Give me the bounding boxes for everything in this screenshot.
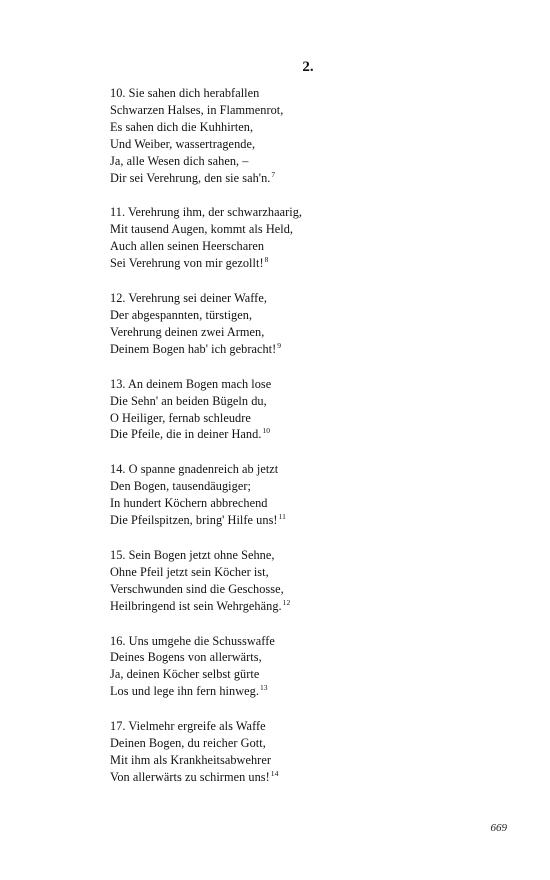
verse-line [110,564,530,581]
verse-line [110,598,530,615]
verse-line [110,581,530,598]
verse-line-text: 11. Verehrung ihm, der schwarzhaarig, [110,205,303,220]
verse-line [110,204,530,221]
verse-line [110,769,530,786]
verse-line [110,153,530,170]
verse-line-text: Und Weiber, wassertragende, [110,136,256,151]
footnote-marker: 13 [259,683,268,693]
verse-line-text: Deinem Bogen hab' ich gebracht! [110,341,277,356]
footnote-marker: 11 [278,512,286,522]
verse-line-text: 14. O spanne gnadenreich ab jetzt [110,462,279,477]
verse-line-text: Dir sei Verehrung, den sie sah'n. [110,170,271,185]
verse-line-text: Von allerwärts zu schirmen uns! [110,769,270,784]
footnote-marker: 9 [277,340,282,350]
verse-line-text: Mit tausend Augen, kommt als Held, [110,222,294,237]
verse-line [110,221,530,238]
verse-line-text: Heilbringend ist sein Wehrgehäng. [110,598,282,613]
verse-line [110,649,530,666]
verse-line-text: Deinen Bogen, du reicher Gott, [110,736,266,751]
verse-line-text: Verschwunden sind die Geschosse, [110,581,284,596]
verse-line-text: Die Sehn' an beiden Bügeln du, [110,393,267,408]
verse-line [110,102,530,119]
stanza-list [110,85,530,804]
verse-line [110,119,530,136]
verse-line-text: Auch allen seinen Heerscharen [110,239,265,254]
verse-line-text: Es sahen dich die Kuhhirten, [110,119,254,134]
verse-line [110,461,530,478]
verse-line [110,666,530,683]
verse-line-text: Die Pfeilspitzen, bring' Hilfe uns! [110,513,278,528]
verse-line [110,718,530,735]
verse-line [110,683,530,700]
verse-line-text: 12. Verehrung sei deiner Waffe, [110,291,267,306]
verse-line [110,393,530,410]
verse-line [110,512,530,529]
verse-line-text: Deines Bogens von allerwärts, [110,650,262,665]
footnote-marker: 12 [282,597,291,607]
stanza [110,718,530,786]
verse-line-text: 13. An deinem Bogen mach lose [110,376,272,391]
verse-line-text: Die Pfeile, die in deiner Hand. [110,427,262,442]
stanza [110,547,530,615]
verse-line [110,238,530,255]
verse-line [110,85,530,102]
verse-line-text: 16. Uns umgehe die Schusswaffe [110,633,275,648]
verse-line-text: Den Bogen, tausendäugiger; [110,479,251,494]
stanza [110,290,530,358]
verse-line [110,633,530,650]
verse-line-text: Der abgespannten, türstigen, [110,307,253,322]
verse-line [110,410,530,427]
verse-line-text: Ja, alle Wesen dich sahen, – [110,153,249,168]
verse-line-text: Ja, deinen Köcher selbst gürte [110,667,260,682]
verse-line-text: Mit ihm als Krankheitsabwehrer [110,753,271,767]
verse-line [110,324,530,341]
verse-line [110,752,530,769]
verse-line [110,547,530,564]
verse-line [110,307,530,324]
verse-line [110,376,530,393]
page-number: 669 [490,822,507,834]
verse-line-text: Ohne Pfeil jetzt sein Köcher ist, [110,564,269,579]
verse-line [110,136,530,153]
verse-line [110,290,530,307]
verse-line-text: Sei Verehrung von mir gezollt! [110,256,264,271]
verse-line [110,426,530,443]
stanza [110,633,530,701]
verse-line-text: 17. Vielmehr ergreife als Waffe [110,719,266,734]
stanza [110,85,530,186]
verse-line [110,478,530,495]
stanza [110,461,530,529]
verse-line-text: 15. Sein Bogen jetzt ohne Sehne, [110,547,275,562]
verse-line [110,170,530,187]
verse-line [110,495,530,512]
verse-line-text: Verehrung deinen zwei Armen, [110,324,265,339]
verse-line-text: 10. Sie sahen dich herabfallen [110,86,260,100]
verse-line-text: In hundert Köchern abbrechend [110,496,268,511]
footnote-marker: 14 [270,768,279,778]
stanza [110,204,530,272]
verse-line-text: Schwarzen Halses, in Flammenrot, [110,102,284,117]
verse-line [110,255,530,272]
stanza [110,376,530,444]
verse-line [110,341,530,358]
footnote-marker: 10 [262,426,271,436]
section-title: 2. [302,59,314,75]
footnote-marker: 7 [271,169,276,179]
verse-line-text: Los und lege ihn fern hinweg. [110,684,259,699]
verse-line [110,735,530,752]
verse-line-text: O Heiliger, fernab schleudre [110,410,251,425]
footnote-marker: 8 [264,255,269,265]
